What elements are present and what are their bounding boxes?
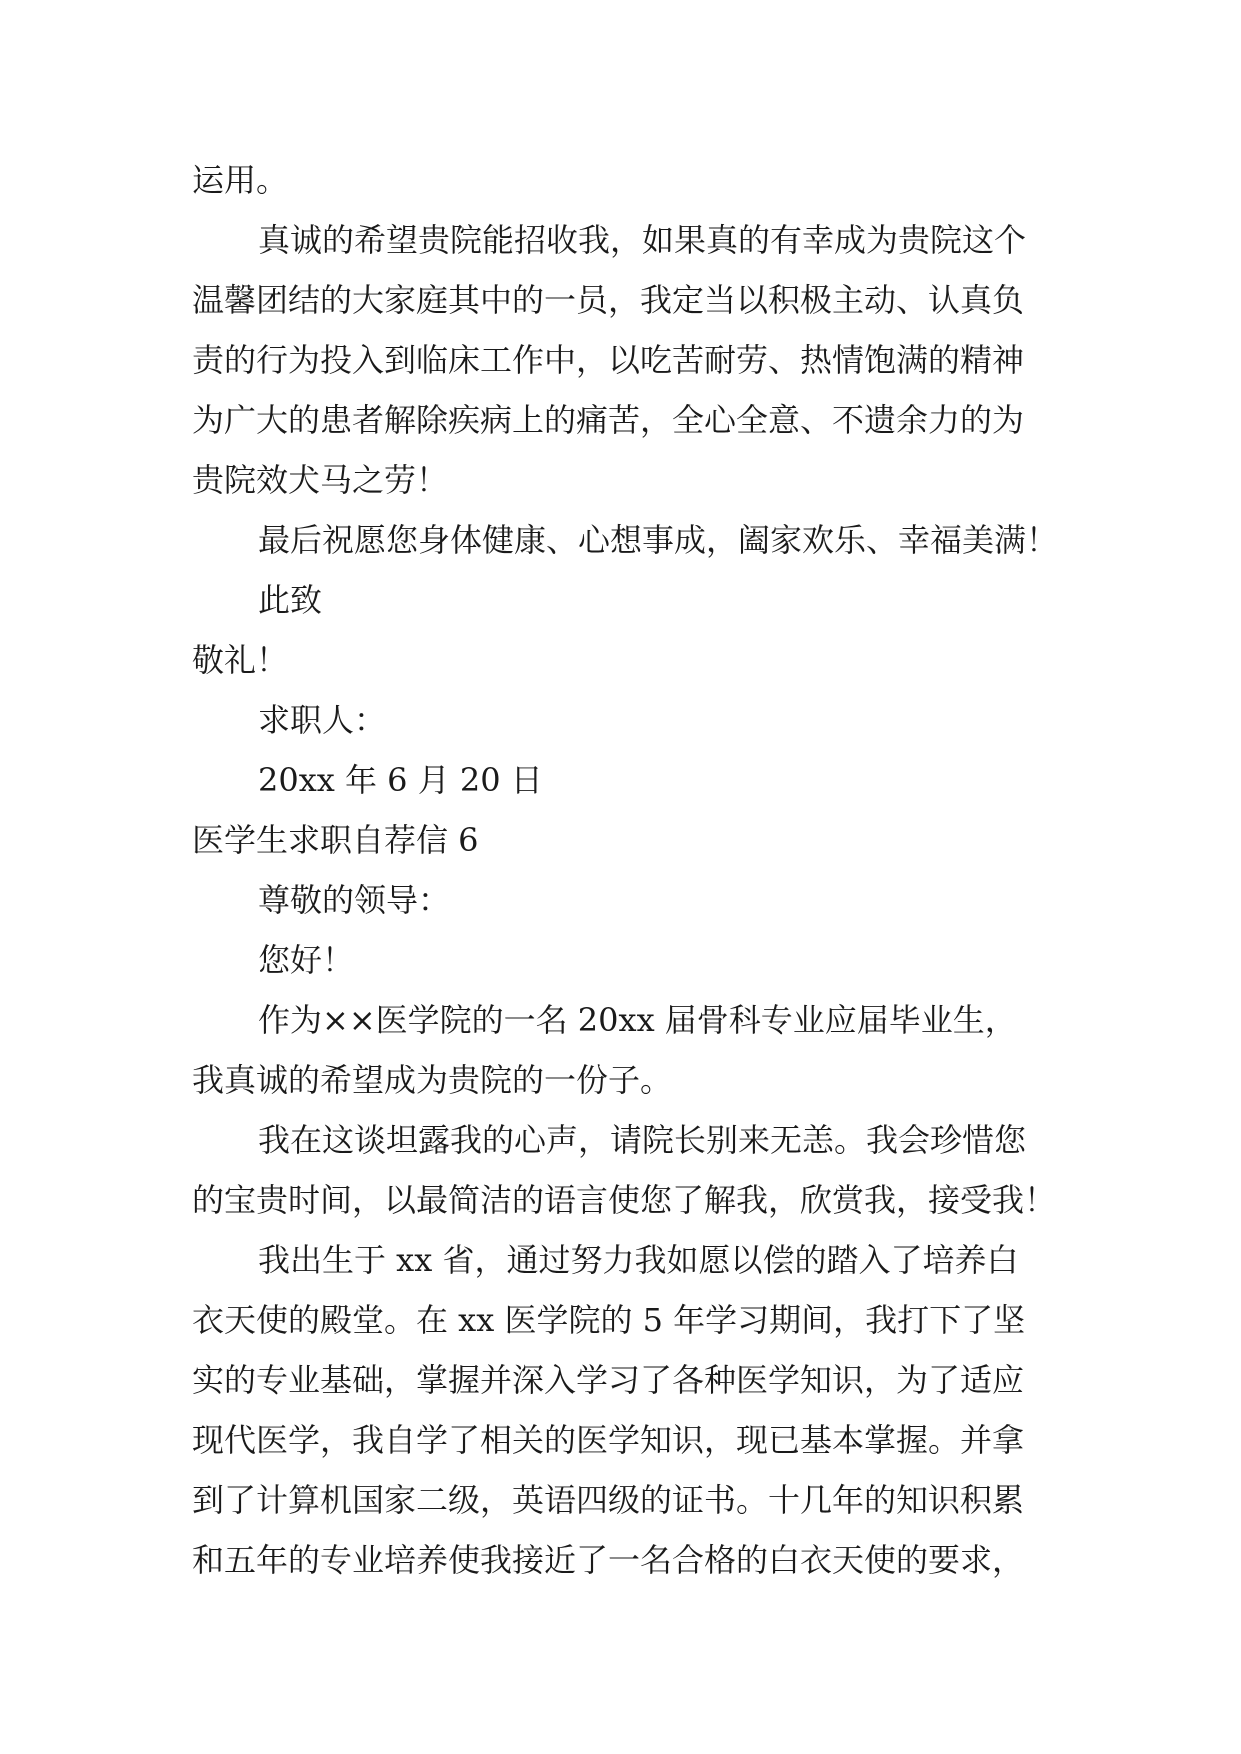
text-line: 温馨团结的大家庭其中的一员，我定当以积极主动、认真负 (192, 281, 1025, 319)
text-line: 我真诚的希望成为贵院的一份子。 (192, 1061, 673, 1099)
text-line: 我出生于 xx 省，通过努力我如愿以偿的踏入了培养白 (258, 1241, 1019, 1279)
text-line: 20xx 年 6 月 20 日 (258, 761, 543, 799)
text-line: 运用。 (192, 161, 289, 199)
text-line: 为广大的患者解除疾病上的痛苦，全心全意、不遗余力的为 (192, 401, 1025, 439)
text-line: 到了计算机国家二级，英语四级的证书。十几年的知识积累 (192, 1481, 1025, 1519)
text-line: 尊敬的领导： (258, 881, 451, 919)
text-line: 的宝贵时间，以最简洁的语言使您了解我，欣赏我，接受我！ (192, 1181, 1057, 1219)
text-line: 求职人： (258, 701, 387, 739)
text-line: 真诚的希望贵院能招收我，如果真的有幸成为贵院这个 (258, 221, 1027, 259)
text-line: 和五年的专业培养使我接近了一名合格的白衣天使的要求， (192, 1541, 1025, 1579)
text-line: 实的专业基础，掌握并深入学习了各种医学知识，为了适应 (192, 1361, 1025, 1399)
text-line: 作为××医学院的一名 20xx 届骨科专业应届毕业生， (258, 1001, 1017, 1039)
text-line: 最后祝愿您身体健康、心想事成，阖家欢乐、幸福美满！ (258, 521, 1059, 559)
text-line: 责的行为投入到临床工作中，以吃苦耐劳、热情饱满的精神 (192, 341, 1025, 379)
text-line: 此致 (258, 581, 323, 619)
text-line: 衣天使的殿堂。在 xx 医学院的 5 年学习期间，我打下了坚 (192, 1301, 1026, 1339)
letter-body (192, 150, 1072, 1590)
text-line: 我在这谈坦露我的心声，请院长别来无恙。我会珍惜您 (258, 1121, 1027, 1159)
text-line: 贵院效犬马之劳！ (192, 461, 449, 499)
text-line: 现代医学，我自学了相关的医学知识，现已基本掌握。并拿 (192, 1421, 1025, 1459)
section-heading: 医学生求职自荐信 6 (192, 821, 479, 859)
text-line: 您好！ (258, 941, 355, 979)
text-line: 敬礼！ (192, 641, 289, 679)
